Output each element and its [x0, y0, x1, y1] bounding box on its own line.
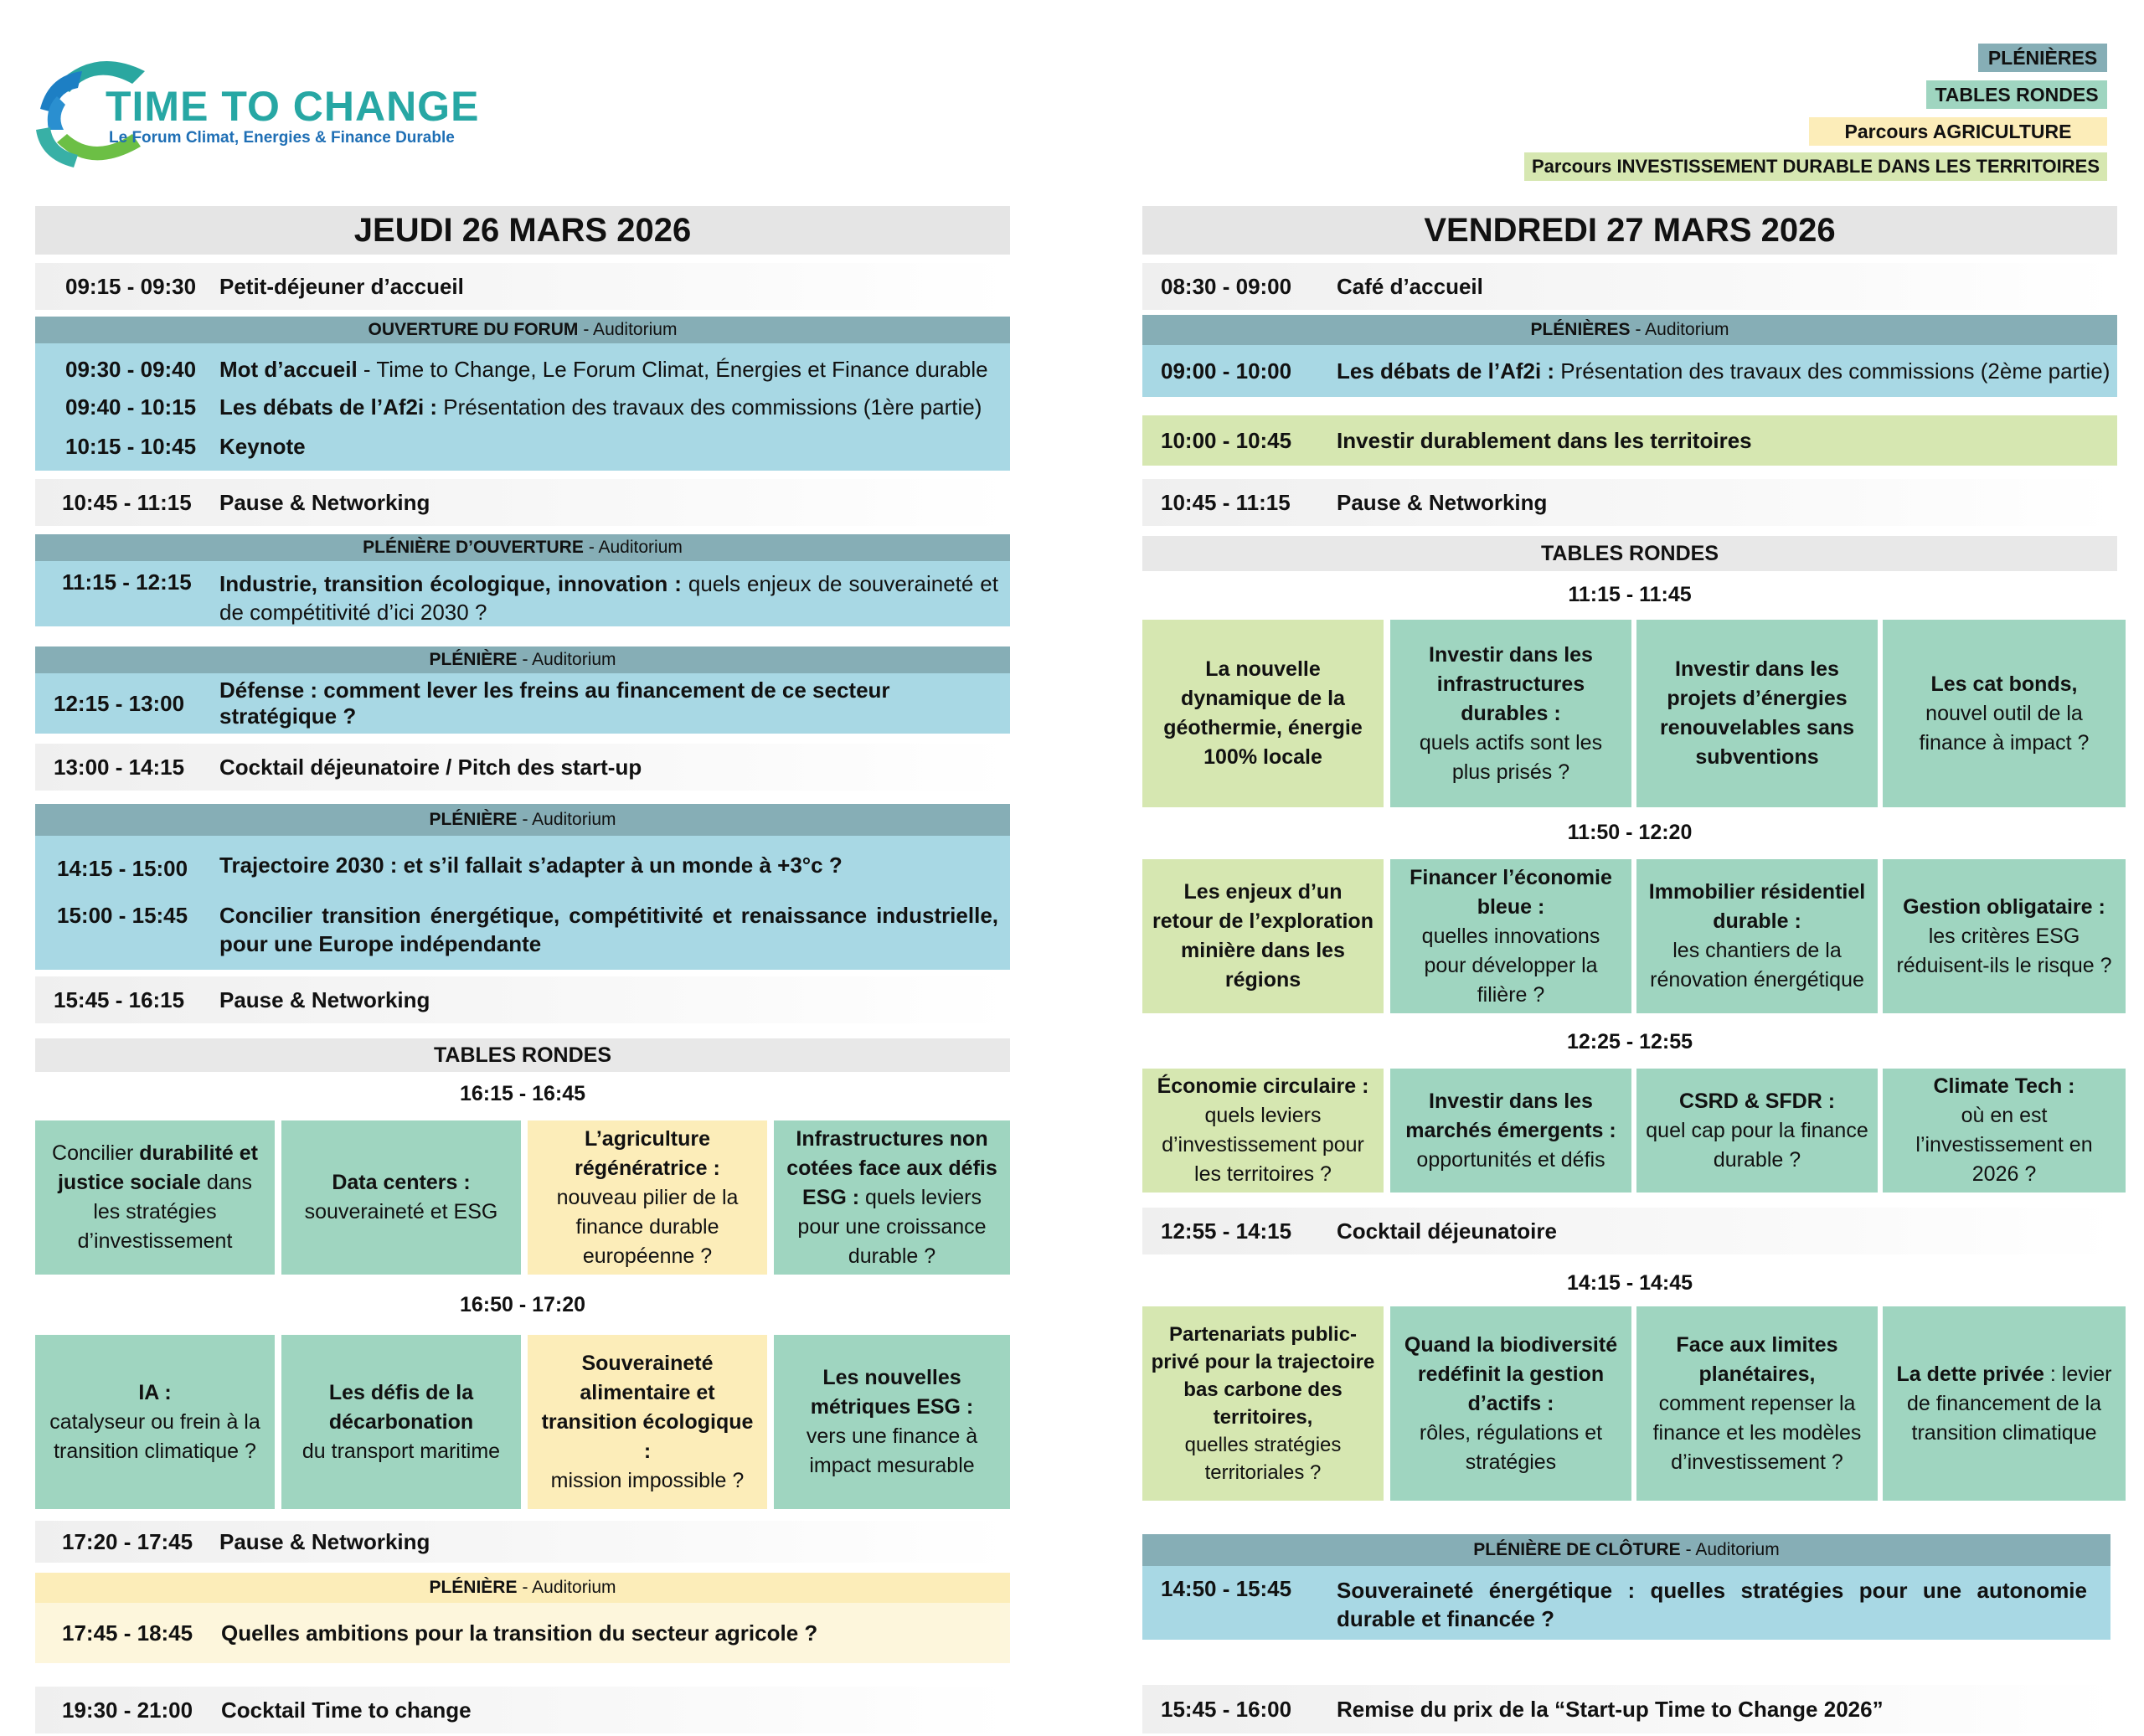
day1-tables-rondes-label: TABLES RONDES — [35, 1038, 1010, 1072]
day2-band-cloture: PLÉNIÈRE DE CLÔTURE - Auditorium — [1142, 1534, 2110, 1566]
day2-block-souverainete: 14:50 - 15:45 Souveraineté énergétique : quelles stratégies pour une autonomie durable et financée ? — [1142, 1566, 2110, 1640]
day1-block-trajectoire: 14:15 - 15:00 Trajectoire 2030 : et s’il fallait s’adapter à un monde à +3°c ? 15:00 - 15:45 Concilier transition énergétique, compétitivité et renaissance industrielle, pour une Europe indépendante — [35, 836, 1010, 970]
day2-card-gestion-obligataire: Gestion obligataire : les critères ESG réduisent-ils le risque ? — [1883, 859, 2126, 1013]
day2-card-partenariats: Partenariats public-privé pour la trajectoire bas carbone des territoires, quelles stratégies territoriales ? — [1142, 1306, 1384, 1501]
logo-title: TIME TO CHANGE — [106, 83, 480, 130]
day2-row-cocktail: 12:55 - 14:15 Cocktail déjeunatoire — [1142, 1208, 2117, 1254]
day1-block-defense: 12:15 - 13:00 Défense : comment lever les freins au financement de ce secteur stratégique ? — [35, 673, 1010, 734]
day1-card-infrastructures: Infrastructures non cotées face aux défis ESG : quels leviers pour une croissance durable ? — [774, 1120, 1010, 1275]
day1-block-industrie: 11:15 - 12:15 Industrie, transition écologique, innovation : quels enjeux de souveraineté et de compétitivité d’ici 2030 ? — [35, 561, 1010, 626]
day1-card-metriques-esg: Les nouvelles métriques ESG : vers une finance à impact mesurable — [774, 1335, 1010, 1509]
day1-card-ia: IA : catalyseur ou frein à la transition climatique ? — [35, 1335, 275, 1509]
day2-slot-2: 11:50 - 12:20 — [1567, 821, 1693, 844]
day2-block-af2i: 09:00 - 10:00 Les débats de l’Af2i : Présentation des travaux des commissions (2ème partie) — [1142, 345, 2117, 397]
day1-card-decarbonation: Les défis de la décarbonation du transport maritime — [281, 1335, 521, 1509]
day1-row-cocktail-final: 19:30 - 21:00 Cocktail Time to change — [35, 1687, 1010, 1733]
day2-card-csrd-sfdr: CSRD & SFDR : quel cap pour la finance durable ? — [1636, 1069, 1878, 1193]
day1-header: JEUDI 26 MARS 2026 — [35, 206, 1010, 255]
day2-row-cafe: 08:30 - 09:00 Café d’accueil — [1142, 263, 2117, 310]
logo-subtitle: Le Forum Climat, Energies & Finance Durable — [109, 129, 455, 147]
day2-slot-3: 12:25 - 12:55 — [1566, 1030, 1693, 1053]
day2-card-marches-emergents: Investir dans les marchés émergents : opportunités et défis — [1390, 1069, 1631, 1193]
day1-row-pause1: 10:45 - 11:15 Pause & Networking — [35, 479, 1010, 526]
day1-row-accueil: 09:15 - 09:30 Petit-déjeuner d’accueil — [35, 263, 1010, 310]
legend-parcours-agriculture: Parcours AGRICULTURE — [1809, 117, 2107, 146]
day1-card-data-centers: Data centers : souveraineté et ESG — [281, 1120, 521, 1275]
legend-tables-rondes: TABLES RONDES — [1926, 80, 2107, 109]
day2-card-renouvelables: Investir dans les projets d’énergies renouvelables sans subventions — [1636, 620, 1878, 807]
day2-card-infrastructures: Investir dans les infrastructures durables : quels actifs sont les plus prisés ? — [1390, 620, 1631, 807]
day2-card-biodiversite: Quand la biodiversité redéfinit la gestion d’actifs : rôles, régulations et stratégies — [1390, 1306, 1631, 1501]
legend-plenieres: PLÉNIÈRES — [1978, 44, 2107, 72]
day1-row-cocktail: 13:00 - 14:15 Cocktail déjeunatoire / Pitch des start-up — [35, 744, 1010, 791]
day1-band-pleniere-1: PLÉNIÈRE - Auditorium — [35, 646, 1010, 673]
day1-slot-1: 16:15 - 16:45 — [459, 1082, 586, 1105]
logo — [32, 50, 480, 176]
day1-row-pause3: 17:20 - 17:45 Pause & Networking — [35, 1521, 1010, 1563]
day2-tables-rondes-label: TABLES RONDES — [1142, 536, 2117, 571]
day2-card-limites-planetaires: Face aux limites planétaires, comment repenser la finance et les modèles d’investissement ? — [1636, 1306, 1878, 1501]
day1-card-durabilite: Concilier durabilité et justice sociale dans les stratégies d’investissement — [35, 1120, 275, 1275]
day2-header: VENDREDI 27 MARS 2026 — [1142, 206, 2117, 255]
day1-card-souverainete-alimentaire: Souveraineté alimentaire et transition écologique : mission impossible ? — [528, 1335, 767, 1509]
day1-band-ouverture: OUVERTURE DU FORUM - Auditorium — [35, 317, 1010, 343]
day1-band-pleniere-2: PLÉNIÈRE - Auditorium — [35, 804, 1010, 836]
day1-block-agricole: 17:45 - 18:45 Quelles ambitions pour la transition du secteur agricole ? — [35, 1603, 1010, 1663]
day2-row-pause: 10:45 - 11:15 Pause & Networking — [1142, 479, 2117, 526]
day1-row-pause2: 15:45 - 16:15 Pause & Networking — [35, 976, 1010, 1023]
day2-card-geothermie: La nouvelle dynamique de la géothermie, énergie 100% locale — [1142, 620, 1384, 807]
day1-block-ouverture: 09:30 - 09:40 Mot d’accueil - Time to Change, Le Forum Climat, Énergies et Finance durable 09:40 - 10:15 Les débats de l’Af2i : Présentation des travaux des commissions (1ère partie) 10:15 - 10:45 Keynote — [35, 343, 1010, 471]
day1-slot-2: 16:50 - 17:20 — [459, 1293, 586, 1316]
day2-card-dette-privee: La dette privée : levier de financement de la transition climatique — [1883, 1306, 2126, 1501]
day2-card-economie-circulaire: Économie circulaire : quels leviers d’investissement pour les territoires ? — [1142, 1069, 1384, 1193]
day2-slot-1: 11:15 - 11:45 — [1568, 583, 1692, 606]
day2-row-remise-prix: 15:45 - 16:00 Remise du prix de la “Start-up Time to Change 2026” — [1142, 1685, 2117, 1733]
day2-card-immobilier: Immobilier résidentiel durable : les chantiers de la rénovation énergétique — [1636, 859, 1878, 1013]
day2-card-economie-bleue: Financer l’économie bleue : quelles innovations pour développer la filière ? — [1390, 859, 1631, 1013]
day2-slot-4: 14:15 - 14:45 — [1566, 1271, 1693, 1295]
day1-card-agriculture: L’agriculture régénératrice : nouveau pilier de la finance durable européenne ? — [528, 1120, 767, 1275]
day1-band-pleniere-ouverture: PLÉNIÈRE D’OUVERTURE - Auditorium — [35, 534, 1010, 561]
day2-card-climate-tech: Climate Tech : où en est l’investissement en 2026 ? — [1883, 1069, 2126, 1193]
legend-parcours-investissement: Parcours INVESTISSEMENT DURABLE DANS LES TERRITOIRES — [1524, 152, 2107, 181]
day2-card-cat-bonds: Les cat bonds, nouvel outil de la finance à impact ? — [1883, 620, 2126, 807]
day2-row-investir-territoires: 10:00 - 10:45 Investir durablement dans les territoires — [1142, 415, 2117, 466]
day2-card-exploration-miniere: Les enjeux d’un retour de l’exploration minière dans les régions — [1142, 859, 1384, 1013]
day2-band-plenieres: PLÉNIÈRES - Auditorium — [1142, 315, 2117, 345]
day1-band-pleniere-3: PLÉNIÈRE - Auditorium — [35, 1573, 1010, 1603]
